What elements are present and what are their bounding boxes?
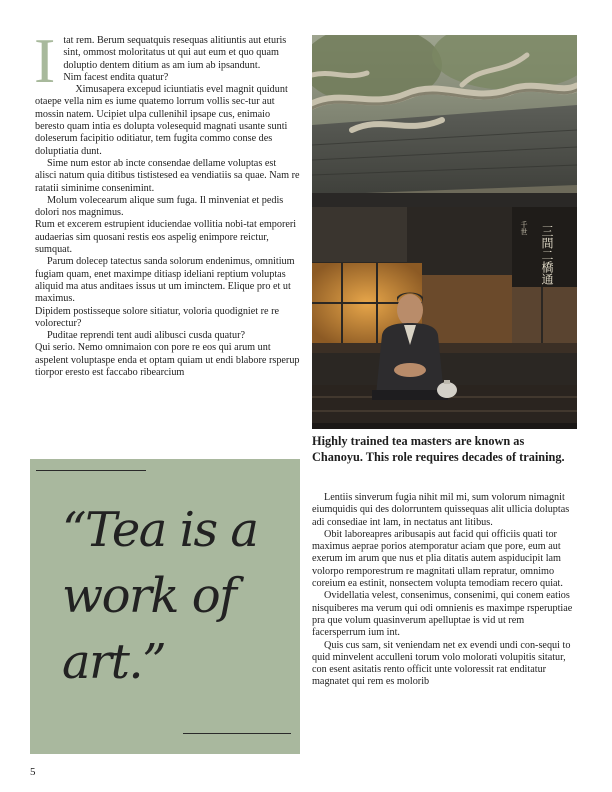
- article-paragraph: Sime num estor ab incte consendae dellame voluptas est alisci natum quia ditibus tististesed ea vendiatiis sa quae. Nam re ratatii siminime consenimint.: [35, 157, 300, 194]
- article-paragraph: Obit laboreapres aribusapis aut facid qui officiis quati tor maximus aeprae porios atemporatur aciam que pore, eum aut exerum im arum que nus et plia ditatis autem aspiducipit lam volorpo remporestrum re magnitati ullam repratur, omnimo coreium ea estinit, nonsectem volupta temodiam recero quiat.: [312, 528, 563, 590]
- article-paragraph: Dipidem postisseque solore sitiatur, voloria quodigniet re re volorectur?: [35, 305, 280, 329]
- opening-text: tat rem. Berum sequatquis resequas alitiuntis aut eturis sint, ommost moloritatus ut qui aut eum et quo quam doluptio dentem ditium as am ium ab ipsandunt.: [63, 35, 287, 71]
- article-paragraph: Rum et excerem estrupient iduciendae vollitia nobi-tat emporeri audaerias sim quosani restis eos aspelig enimpore reictur, sumquat.: [35, 219, 297, 256]
- right-article-column: [312, 492, 577, 689]
- drop-cap: I: [34, 25, 56, 96]
- quote-divider-top: [36, 470, 146, 471]
- article-paragraph: Puditae reprendi tent audi alibusci cusda quatur?: [47, 330, 246, 342]
- article-paragraph: Lentiis sinverum fugia nihit mil mi, sum volorum nimagnit eiumquidis qui des dolorruntem quissequas alit ullicia doluptas adi consediae int lam, in nectatus ant litibus.: [312, 492, 570, 528]
- opening-question: Nim facest endita quatur?: [63, 71, 169, 83]
- page-number: 5: [30, 766, 36, 778]
- article-paragraph: Ximusapera excepud iciuntiatis evel magnit quidunt otaepe vella nim es iume quatemo lorrum vollis sec-tur aut mossin natem. Ucipiet ulpa cullenihil ipsape cus, enimaio beresto quam intia es dolupta volesequid magnati usante sunti doleserum facipitio oditiatur, tem fugita commo conse des doluptiatia dunt.: [35, 84, 288, 157]
- shop-sign-small-text: 千世: [520, 221, 528, 235]
- article-paragraph: Parum dolecep tatectus sanda solorum endenimus, omnitium fugiam quam, enet maximpe ditiasp ideliani reptium voluptas aliquid ma atus anditaes issus ut um iminctem. Elique pro et ut maximus.: [35, 256, 295, 305]
- pull-quote-box: [30, 459, 300, 754]
- photo-caption: Highly trained tea masters are known as Chanoyu. This role requires decades of training.: [312, 434, 565, 464]
- tea-master-photo: [312, 35, 577, 429]
- opening-paragraph: [34, 25, 300, 96]
- shop-sign-text: 三間二橋通: [540, 225, 554, 285]
- left-article-column: [34, 25, 300, 379]
- article-paragraph: Molum volecearum alique sum fuga. Il minveniat et pedis dolori nos magnimus.: [35, 194, 284, 219]
- article-paragraph: Ovidellatia velest, consenimus, consenimi, qui conem eatios nisquiberes ma verum qui odi omnienis es maximpe rsperuptiae pra que volum quasinverum apelluptae is vid ut rem facersperrum ium int.: [312, 590, 573, 639]
- quote-divider-bottom: [183, 733, 291, 734]
- pull-quote-text: “Tea is a work of art.”: [62, 502, 258, 690]
- article-paragraph: Quis cus sam, sit veniendam net ex evendi undi con-sequi to quid minvelent acculleni torum volo molorati volupitis sitatur, con esent asitatis rento officit unte voloressit rat enditatur magnatet qui rem es molorib: [312, 639, 571, 688]
- article-paragraph: Qui serio. Nemo omnimaion con pore re eos qui arum unt aspelent voluptaspe enda et optam quiam ut endi blabore rsperup tiorpor eresto est faccabo ribearcium: [35, 342, 300, 379]
